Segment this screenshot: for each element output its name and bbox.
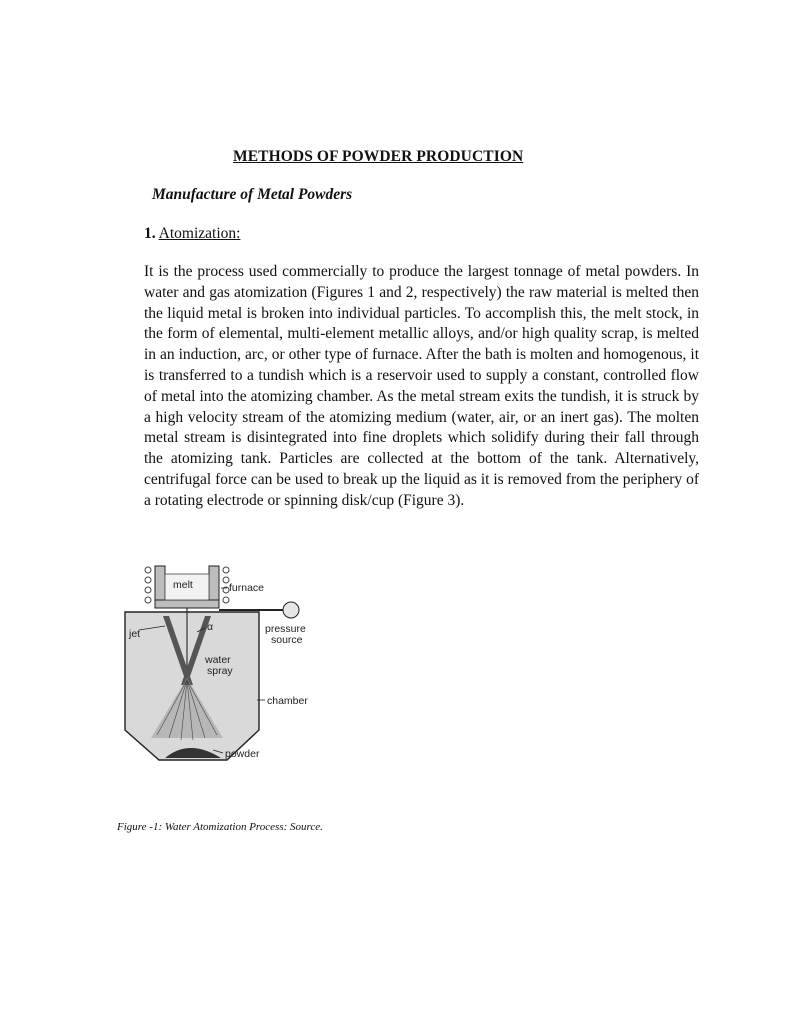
- label-jet: jet: [129, 628, 141, 640]
- label-furnace: furnace: [229, 582, 265, 594]
- page-title: METHODS OF POWDER PRODUCTION: [233, 148, 524, 165]
- pressure-source-ball: [283, 602, 299, 618]
- section-heading: [144, 225, 240, 243]
- label-spray: spray: [207, 665, 233, 677]
- label-water: water: [205, 654, 231, 666]
- label-source: source: [271, 634, 303, 646]
- label-alpha: α: [207, 621, 214, 633]
- water-atomization-diagram: [117, 560, 327, 780]
- label-melt: melt: [173, 579, 193, 591]
- label-powder: powder: [225, 748, 260, 760]
- label-chamber: chamber: [267, 695, 308, 707]
- section-number: 1.: [144, 225, 156, 242]
- section-label: Atomization:: [158, 225, 241, 242]
- furnace-base: [155, 600, 219, 608]
- label-pressure: pressure: [265, 623, 306, 635]
- section-subtitle: Manufacture of Metal Powders: [152, 186, 353, 203]
- body-paragraph: It is the process used commercially to produce the largest tonnage of metal powders. In water and gas atomization (Figures 1 and 2, respectively) the raw material is melted then the liquid metal is broken into individual particles. To accomplish this, the melt stock, in the form of elemental, multi-element metallic alloys, and/or high quality scrap, is melted in an induction, arc, or other type of furnace. After the bath is molten and homogenous, it is transferred to a tundish which is a reservoir used to supply a constant, controlled flow of metal into the atomizing chamber. As the metal stream exits the tundish, it is struck by a high velocity stream of the atomizing medium (water, air, or an inert gas). The molten metal stream is disintegrated into fine droplets which solidify during their fall through the atomizing tank. Particles are collected at the bottom of the tank. Alternatively, centrifugal force can be used to break up the liquid as it is removed from the periphery of a rotating electrode or spinning disk/cup (Figure 3).: [144, 263, 699, 509]
- figure-caption: Figure -1: Water Atomization Process: Source.: [117, 821, 323, 833]
